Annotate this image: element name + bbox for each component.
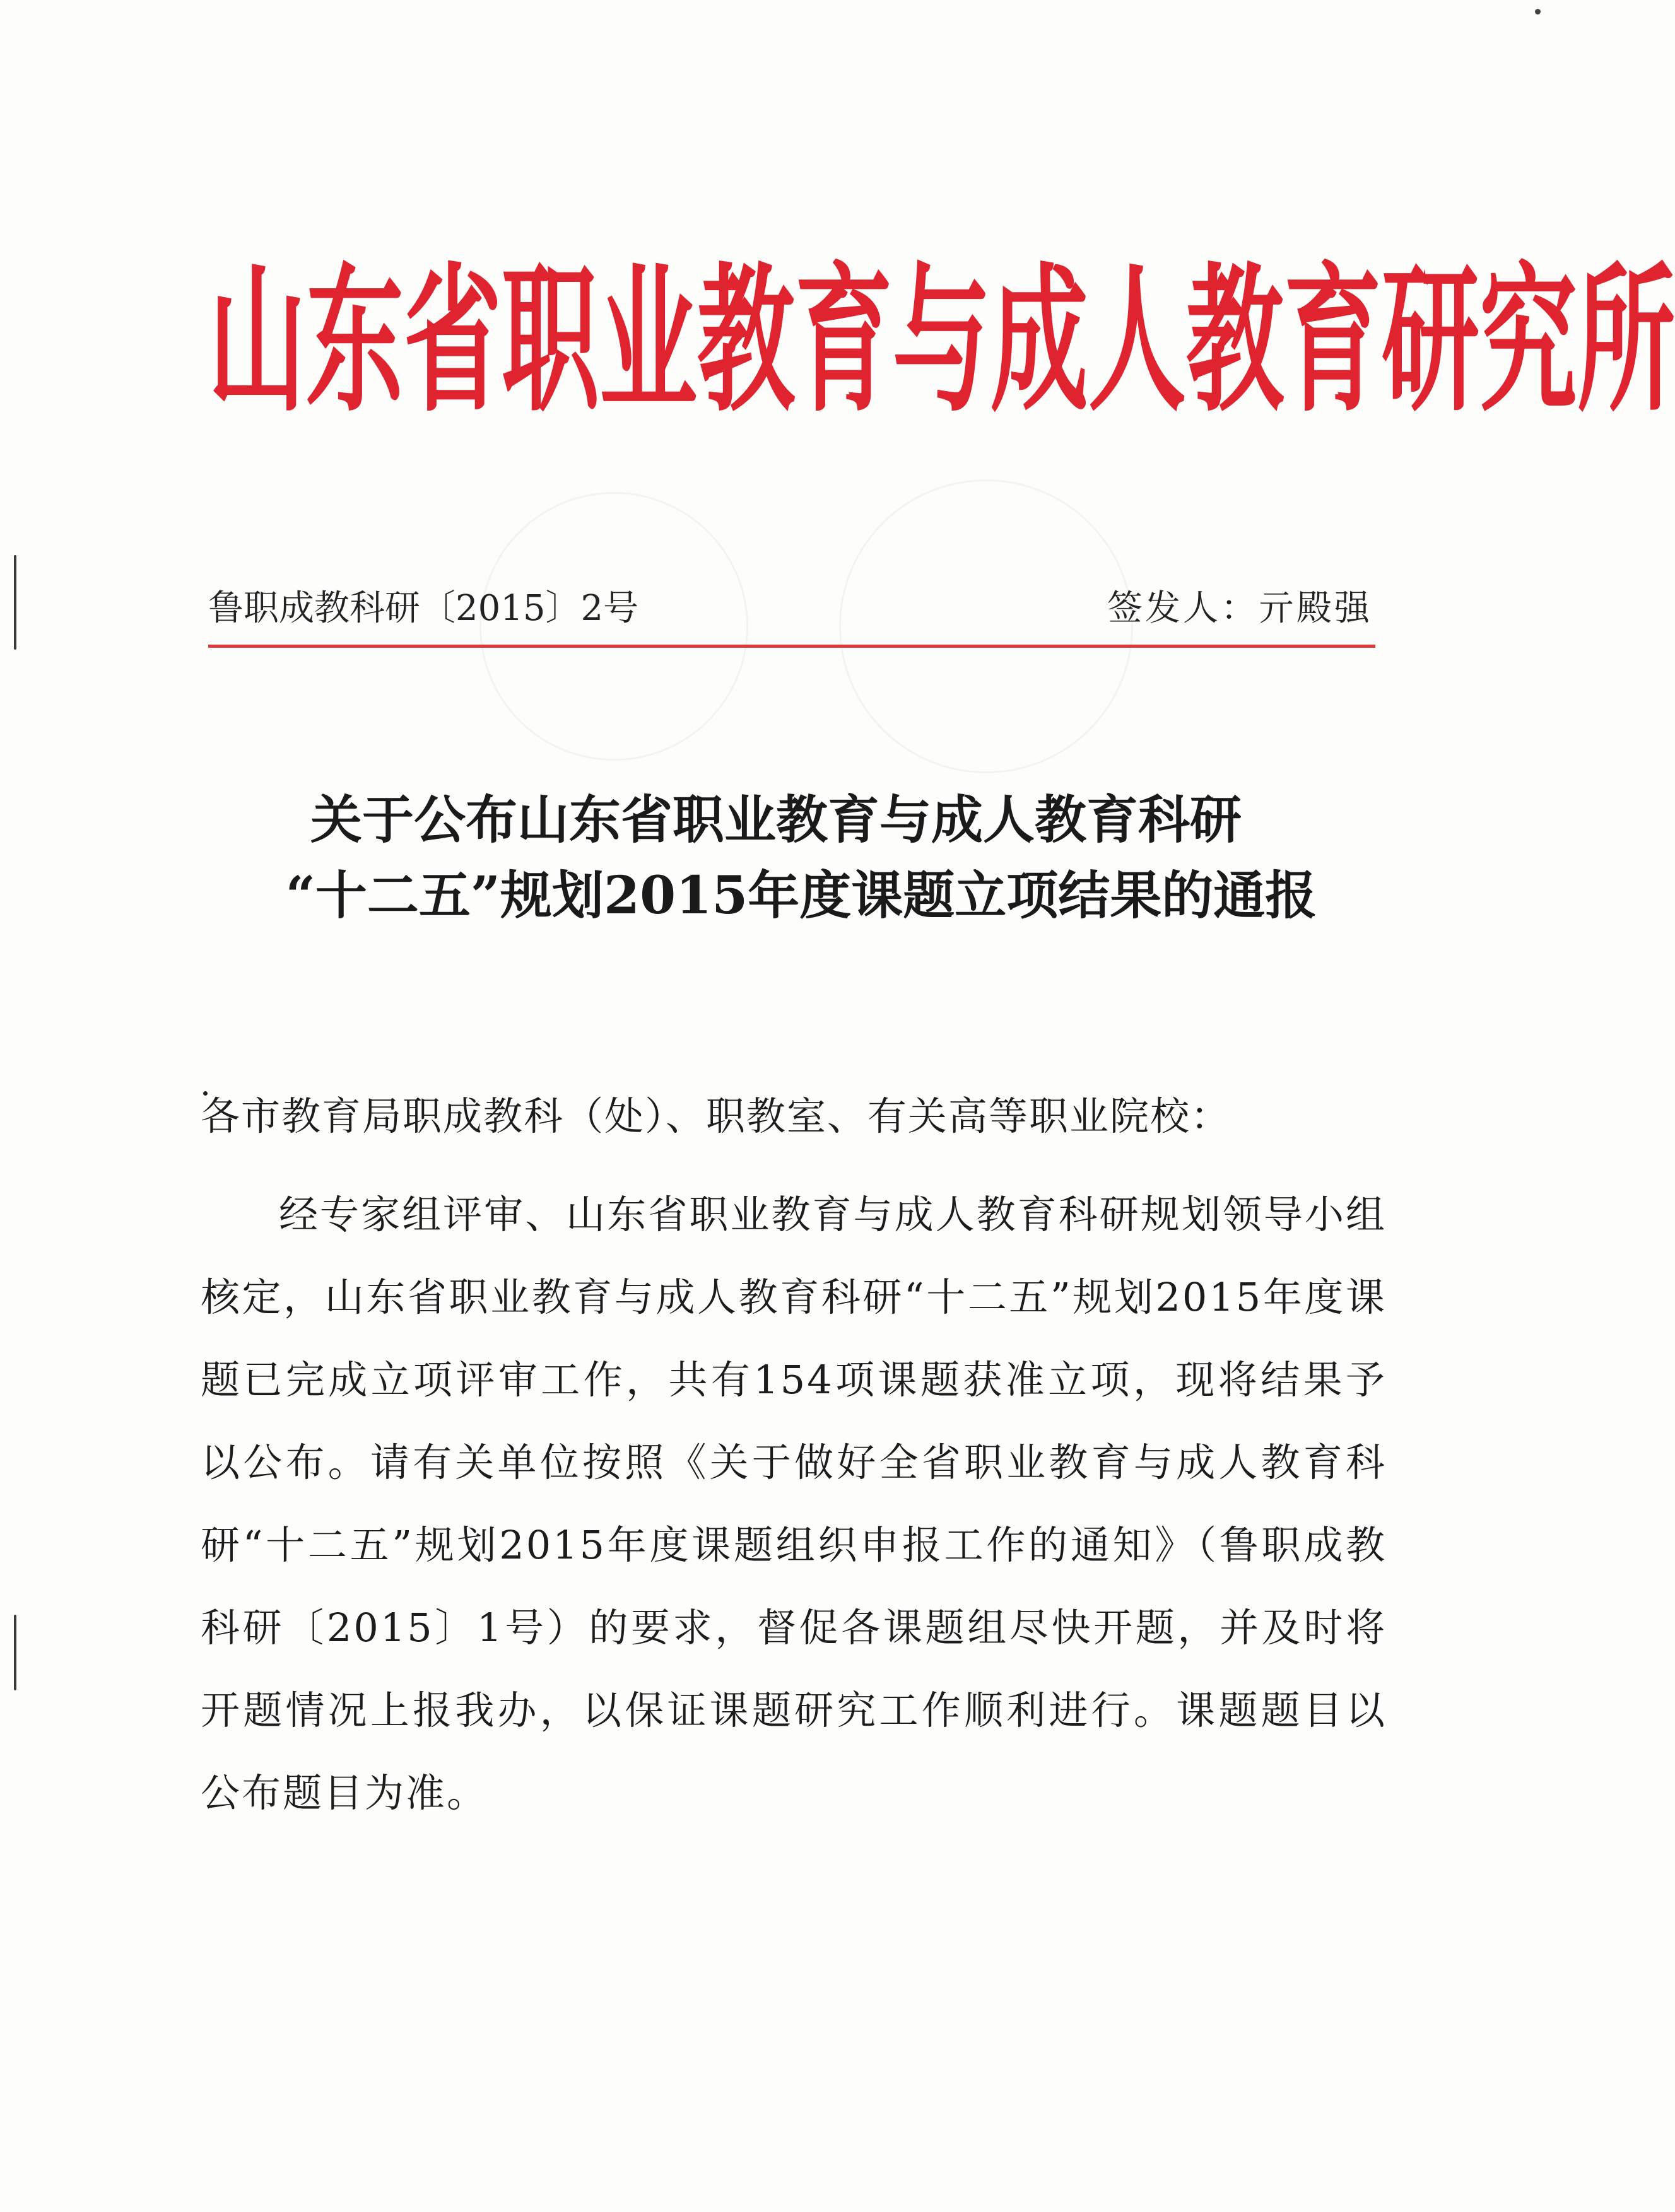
org-name-char: 所 — [1577, 248, 1675, 433]
doc-meta-row — [208, 574, 1372, 637]
org-name-char: 成 — [990, 248, 1088, 433]
body-paragraph: 经专家组评审、山东省职业教育与成人教育科研规划领导小组核定，山东省职业教育与成人教育科研“十二五”规划2015年度课题已完成立项评审工作，共有154项课题获准立项，现将结果予以公布。请有关单位按照《关于做好全省职业教育与成人教育科研“十二五”规划2015年度课题组织申报工作的通知》（鲁职成教科研〔2015〕1号）的要求，督促各课题组尽快开题，并及时将开题情况上报我办，以保证课题研究工作顺利进行。课题题目以公布题目为准。 — [201, 1191, 1387, 1816]
salutation: 各市教育局职成教科（处）、职教室、有关高等职业院校： — [201, 1093, 1231, 1139]
org-name-char: 究 — [1479, 248, 1577, 433]
org-name-char: 研 — [1382, 248, 1479, 433]
org-name-char: 教 — [1186, 248, 1284, 433]
org-name-char: 育 — [795, 248, 893, 433]
org-name-char: 省 — [404, 248, 502, 433]
org-masthead — [208, 248, 1675, 433]
red-divider-line — [208, 645, 1375, 648]
org-name-char: 东 — [306, 248, 404, 433]
org-name-char: 育 — [1284, 248, 1382, 433]
org-name-char: 职 — [502, 248, 599, 433]
scan-edge-mark — [14, 1615, 16, 1690]
title-line-2: “十二五”规划2015年度课题立项结果的通报 — [285, 865, 1317, 926]
org-name-char: 教 — [697, 248, 795, 433]
title-line-1: 关于公布山东省职业教育与成人教育科研 — [310, 790, 1242, 850]
scan-edge-mark — [14, 555, 16, 650]
org-name-char: 业 — [599, 248, 697, 433]
org-name-char: 人 — [1088, 248, 1186, 433]
org-name-char: 山 — [208, 248, 306, 433]
document-title — [189, 782, 1375, 933]
org-name-char: 与 — [893, 248, 990, 433]
scan-corner-dot — [1535, 9, 1541, 15]
doc-number: 鲁职成教科研〔2015〕2号 — [208, 588, 639, 629]
signer-field: 签发人：亓殿强 — [1107, 588, 1372, 629]
